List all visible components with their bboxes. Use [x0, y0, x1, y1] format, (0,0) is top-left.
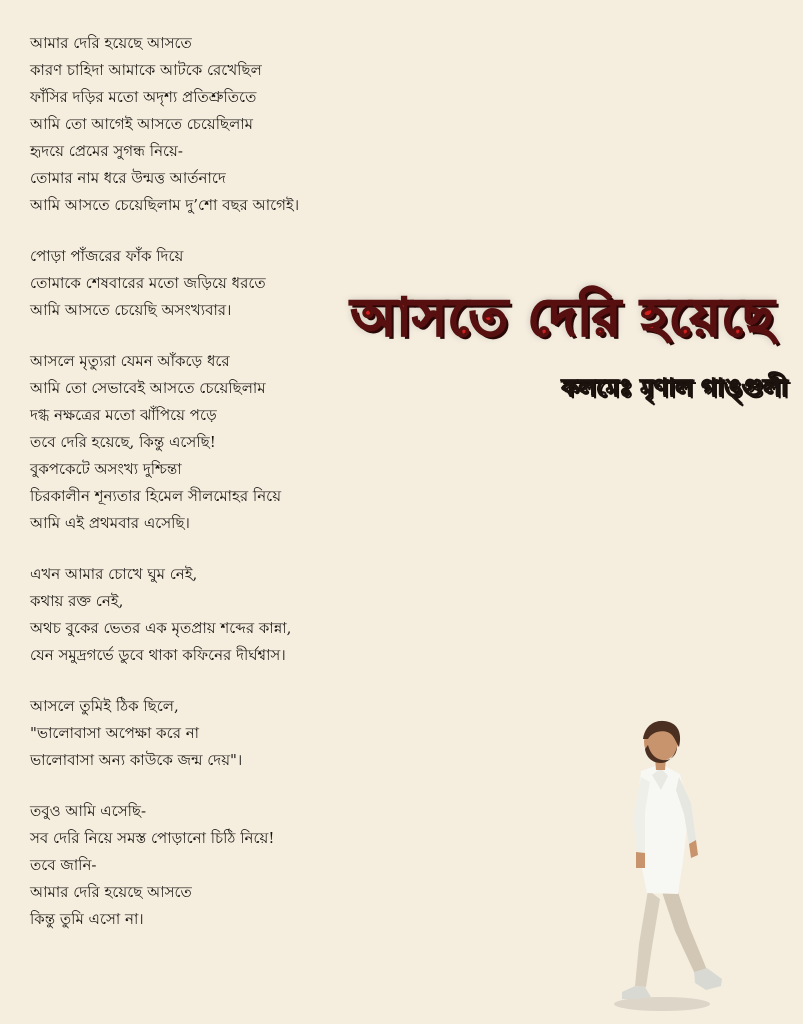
stanza-4: [30, 561, 360, 669]
poem-line: আসলে মৃত্যুরা যেমন আঁকড়ে ধরে: [30, 352, 230, 370]
poem-line: হৃদয়ে প্রেমের সুগন্ধ নিয়ে-: [30, 142, 183, 160]
poem-line: আমি আসতে চেয়েছিলাম দু’শো বছর আগেই।: [30, 196, 300, 214]
poem-title: আসতে দেরি হয়েছে: [350, 287, 776, 348]
poem-line: "ভালোবাসা অপেক্ষা করে না: [30, 724, 200, 742]
poem-line: এখন আমার চোখে ঘুম নেই,: [30, 565, 198, 583]
poem-line: তোমার নাম ধরে উন্মত্ত আর্তনাদে: [30, 169, 226, 187]
poem-body: [30, 30, 360, 957]
poem-line: বুকপকেটে অসংখ্য দুশ্চিন্তা: [30, 460, 182, 478]
poem-line: কথায় রক্ত নেই,: [30, 592, 124, 610]
poem-line: আমার দেরি হয়েছে আসতে: [30, 34, 192, 52]
stanza-1: [30, 30, 360, 219]
poem-line: কারণ চাহিদা আমাকে আটকে রেখেছিল: [30, 61, 262, 79]
poem-line: তোমাকে শেষবারের মতো জড়িয়ে ধরতে: [30, 274, 266, 292]
poem-line: দগ্ধ নক্ষত্রের মতো ঝাঁপিয়ে পড়ে: [30, 406, 217, 424]
poem-line: কিন্তু তুমি এসো না।: [30, 910, 144, 928]
poem-line: সব দেরি নিয়ে সমস্ত পোড়ানো চিঠি নিয়ে!: [30, 829, 275, 847]
poem-line: আসলে তুমিই ঠিক ছিলে,: [30, 697, 179, 715]
stanza-2: [30, 243, 360, 324]
walking-man-icon: [588, 708, 738, 1018]
poem-line: ফাঁসির দড়ির মতো অদৃশ্য প্রতিশ্রুতিতে: [30, 88, 257, 106]
poem-line: অথচ বুকের ভেতর এক মৃতপ্রায় শব্দের কান্না,: [30, 619, 292, 637]
author-credit: কলমেঃ মৃণাল গাঙ্গুলী: [561, 374, 788, 402]
poem-line: আমি আসতে চেয়েছি অসংখ্যবার।: [30, 301, 232, 319]
stanza-5: [30, 693, 360, 774]
stanza-6: [30, 798, 360, 933]
poem-line: আমি তো আগেই আসতে চেয়েছিলাম: [30, 115, 254, 133]
poem-line: আমি তো সেভাবেই আসতে চেয়েছিলাম: [30, 379, 266, 397]
poem-line: তবে দেরি হয়েছে, কিন্তু এসেছি!: [30, 433, 216, 451]
poem-line: পোড়া পাঁজরের ফাঁক দিয়ে: [30, 247, 184, 265]
poem-line: চিরকালীন শূন্যতার হিমেল সীলমোহর নিয়ে: [30, 487, 282, 505]
poem-line: আমার দেরি হয়েছে আসতে: [30, 883, 192, 901]
poem-line: তবুও আমি এসেছি-: [30, 802, 147, 820]
poem-line: ভালোবাসা অন্য কাউকে জন্ম দেয়"।: [30, 751, 243, 769]
poem-line: আমি এই প্রথমবার এসেছি।: [30, 514, 190, 532]
poem-line: যেন সমুদ্রগর্ভে ডুবে থাকা কফিনের দীর্ঘশ্বাস।: [30, 646, 286, 664]
stanza-3: [30, 348, 360, 537]
poem-line: তবে জানি-: [30, 856, 97, 874]
